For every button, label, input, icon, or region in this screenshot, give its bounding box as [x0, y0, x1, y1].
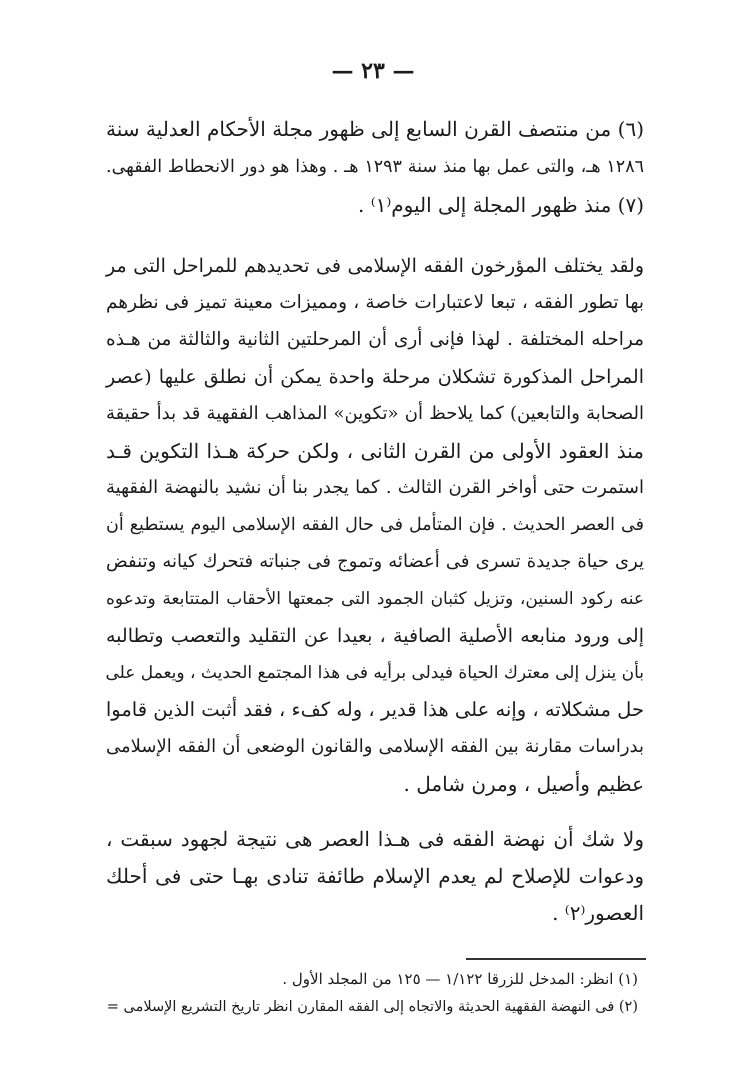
footnote-2: (٢) فى النهضة الفقهية الحديثة والاتجاه إلى الفقه المقارن انظر تاريخ التشريع الإسلامى =: [106, 999, 638, 1015]
text-line-5: بها تطور الفقه ، تبعا لاعتبارات خاصة ، ومميزات معينة تميز فى نظرهم: [106, 292, 644, 313]
text-line-21: العصور⁽٢⁾ .: [552, 901, 644, 925]
text-line-8: الصحابة والتابعين) كما يلاحظ أن «تكوين» المذاهب الفقهية قد بدأ حقيقة: [106, 403, 644, 424]
page-number: — ٢٣ —: [331, 58, 415, 84]
text-line-20: ودعوات للإصلاح لم يعدم الإسلام طائفة تنادى بهـا حتى فى أحلك: [106, 864, 644, 888]
text-line-19: ولا شك أن نهضة الفقه فى هـذا العصر هى نتيجة لجهود سبقت ،: [106, 827, 644, 851]
text-line-7: المراحل المذكورة تشكلان مرحلة واحدة يمكن أن نطلق عليها (عصر: [106, 366, 644, 388]
text-line-11: فى العصر الحديث . فإن المتأمل فى حال الفقه الإسلامى اليوم يستطيع أن: [106, 515, 644, 535]
text-line-4: ولقد يختلف المؤرخون الفقه الإسلامى فى تحديدهم للمراحل التى مر: [106, 255, 644, 277]
text-line-6: مراحله المختلفة . لهذا فإنى أرى أن المرحلتين الثانية والثالثة من هـذه: [106, 329, 644, 350]
text-line-10: استمرت حتى أواخر القرن الثالث . كما يجدر بنا أن نشيد بالنهضة الفقهية: [106, 477, 644, 498]
text-line-16: حل مشكلاته ، وإنه على هذا قدير ، وله كفء ، فقد أثبت الذين قاموا: [105, 698, 644, 721]
text-line-1: (٦) من منتصف القرن السابع إلى ظهور مجلة الأحكام العدلية سنة: [106, 117, 644, 141]
text-line-14: إلى ورود منابعه الأصلية الصافية ، بعيدا عن التقليد والتعصب وتطالبه: [106, 625, 644, 647]
text-line-3: (٧) منذ ظهور المجلة إلى اليوم⁽١⁾ .: [357, 193, 644, 217]
footnote-1: (١) انظر: المدخل للزرقا ١/١٢٢ — ١٢٥ من المجلد الأول .: [282, 970, 638, 988]
text-line-13: عنه ركود السنين، وتزيل كثبان الجمود التى جمعتها الأحقاب المتتابعة وتدعوه: [106, 589, 644, 609]
text-line-2: ١٢٨٦ هـ، والتى عمل بها منذ سنة ١٢٩٣ هـ . وهذا هو دور الانحطاط الفقهى.: [106, 157, 644, 177]
text-line-18: عظيم وأصيل ، ومرن شامل .: [403, 772, 644, 796]
text-line-17: بدراسات مقارنة بين الفقه الإسلامى والقانون الوضعى أن الفقه الإسلامى: [106, 736, 644, 757]
text-line-15: بأن ينزل إلى معترك الحياة فيدلى برأيه فى هذا المجتمع الحديث ، ويعمل على: [105, 663, 644, 683]
footnote-separator: [466, 958, 646, 960]
text-line-12: يرى حياة جديدة تسرى فى أعضائه وتموج فى جنباته فتحرك كيانه وتنفض: [106, 551, 644, 572]
text-line-9: منذ العقود الأولى من القرن الثانى ، ولكن حركة هـذا التكوين قـد: [106, 439, 644, 463]
